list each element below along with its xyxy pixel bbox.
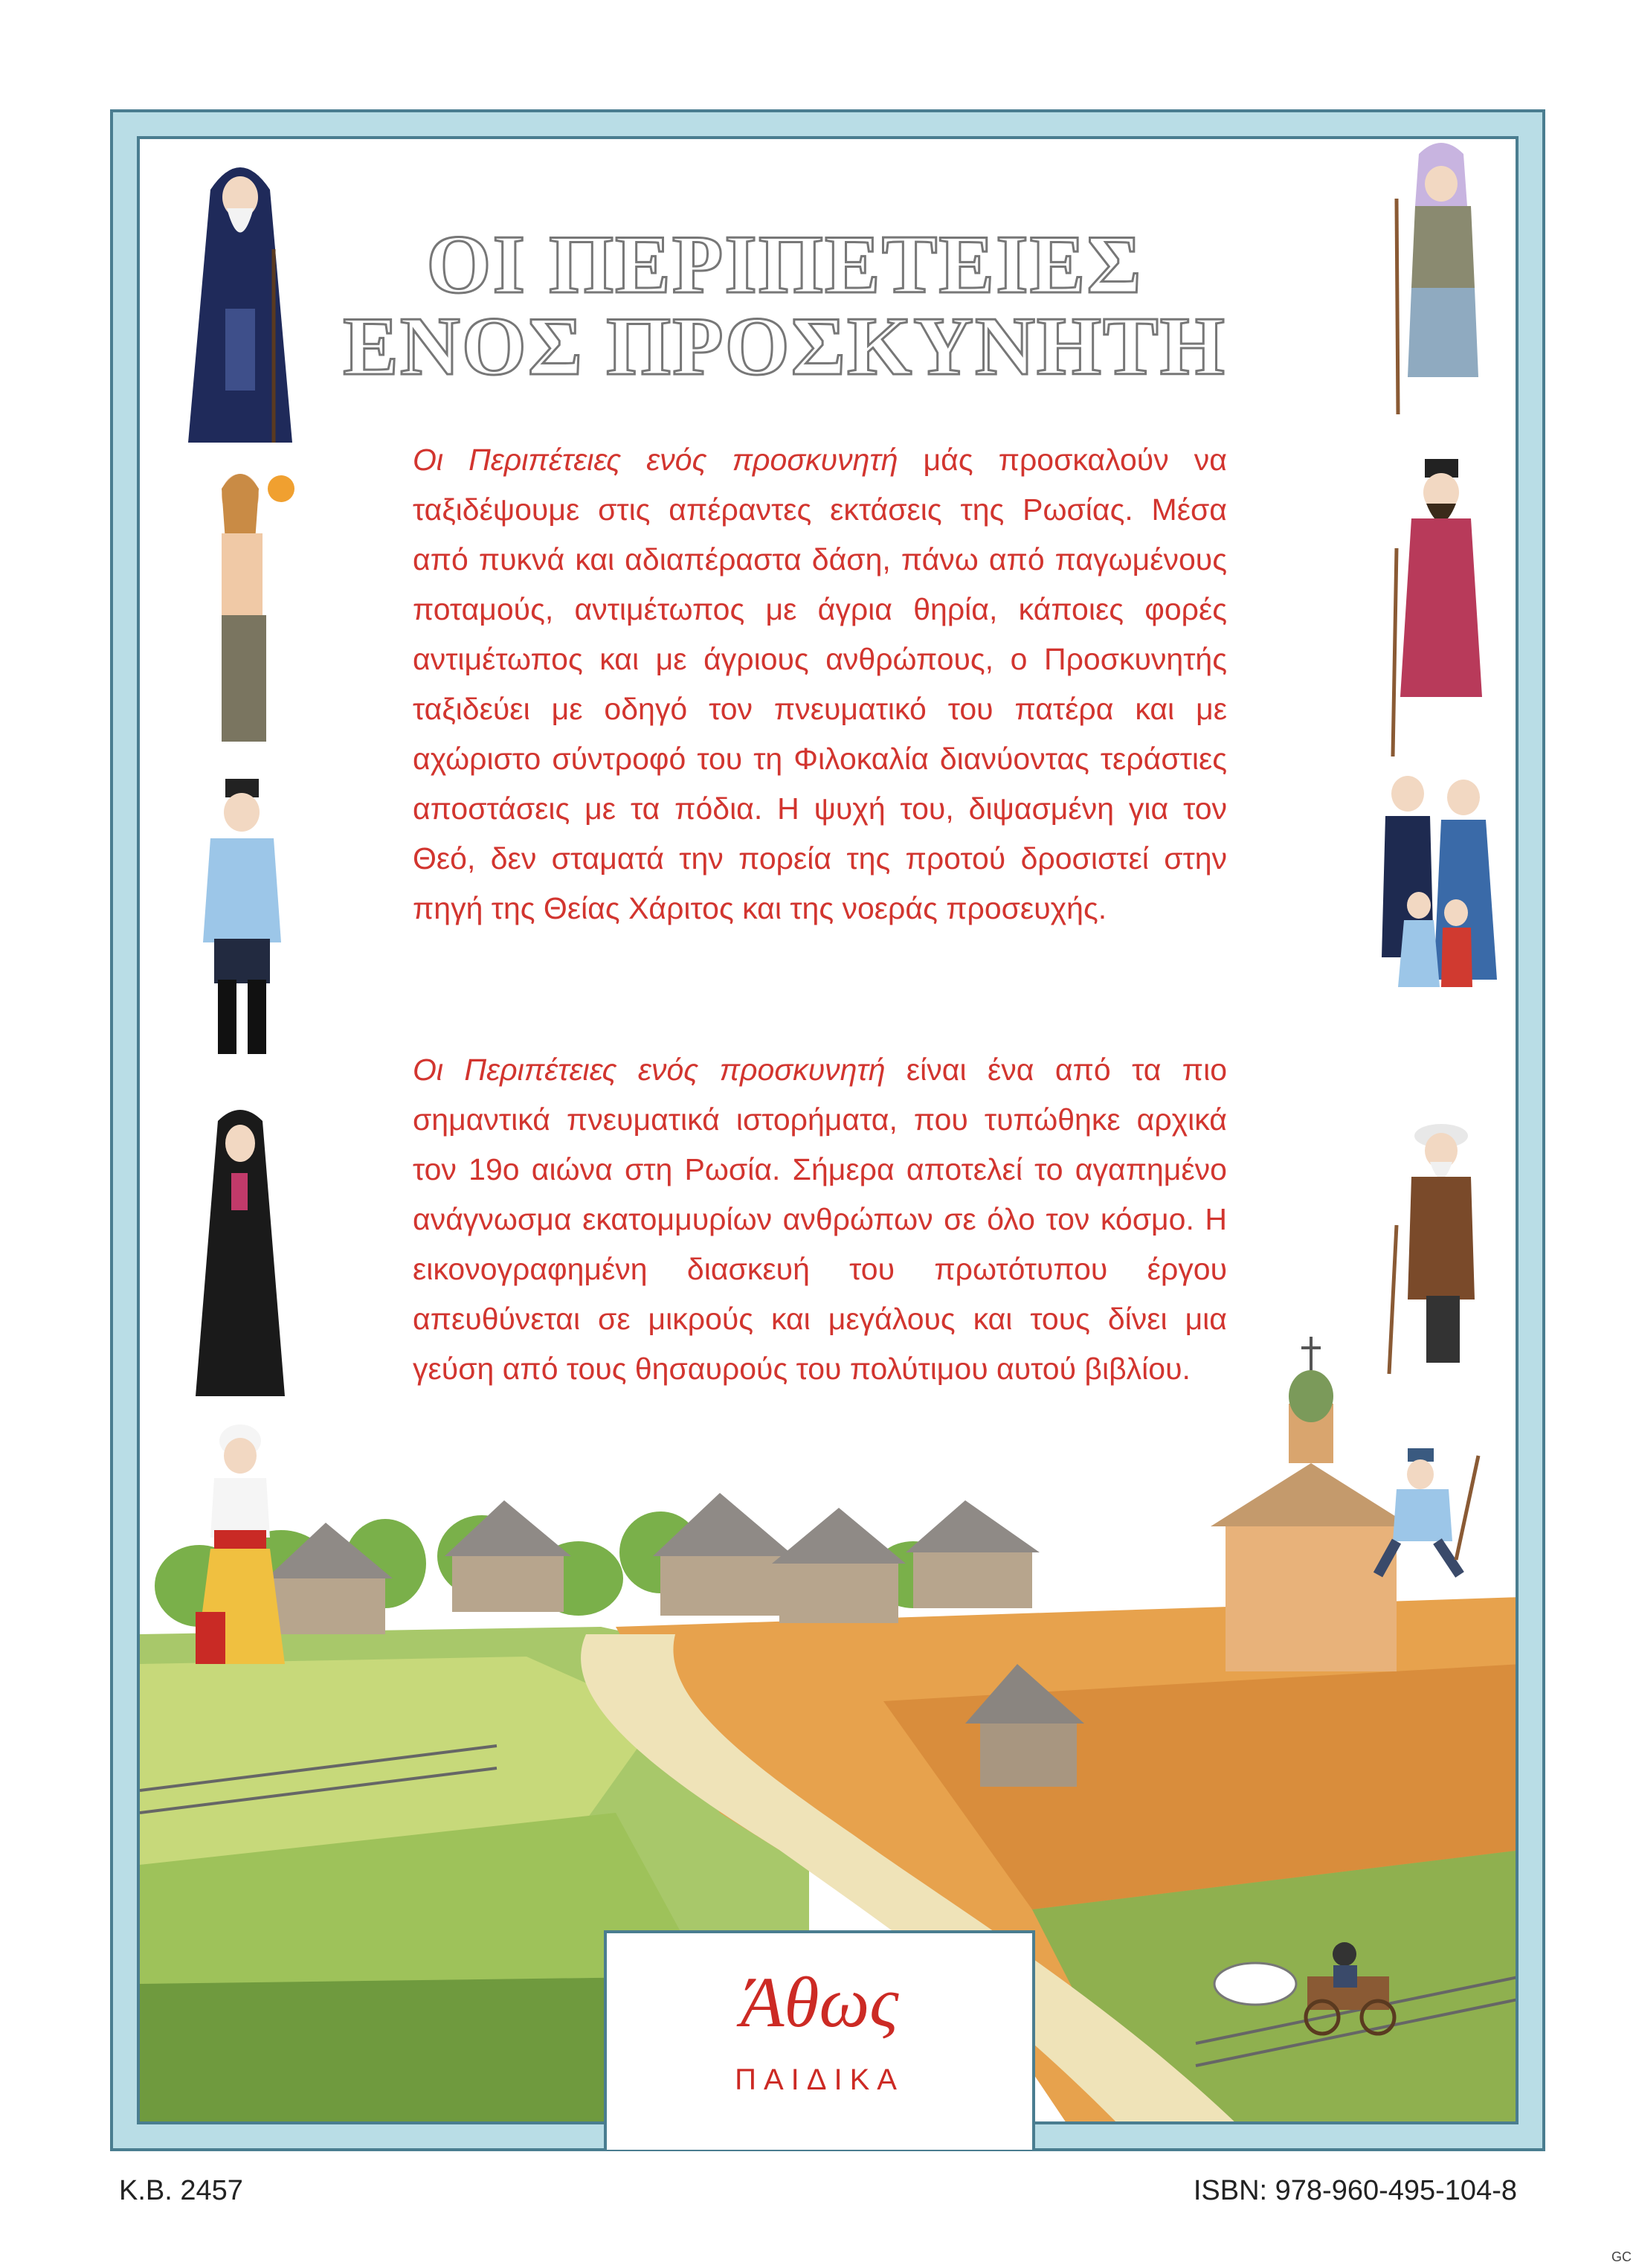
paragraph-1-text: μάς προσκαλούν να ταξιδέψουμε στις απέραντες εκτάσεις της Ρωσίας. Μέσα από πυκνά και αδιαπέραστα δάση, πάνω από παγωμένους ποταμούς, αντιμέτωπος με άγρια θηρία, κάποιες φορές αντιμέτωπος και με άγριους ανθρώπους, ο Προσκυνητής ταξιδεύει με οδηγό τον πνευματικό του πατέρα και με αχώριστο σύντροφό του τη Φιλοκαλία διανύοντας τεράστιες αποστάσεις με τα πόδια. Η ψυχή του, διψασμένη για τον Θεό, δεν σταματά την πορεία της προτού δροσιστεί στην πηγή της Θείας Χάριτος και της νοεράς προσευχής. xyxy=(413,443,1227,925)
title-line-1: ΟΙ ΠΕΡΙΠΕΤΕΙΕΣ xyxy=(426,219,1143,311)
description-paragraph-1 xyxy=(413,435,1227,934)
old-woman-figure xyxy=(1382,139,1501,414)
publisher-logo-box xyxy=(604,1930,1035,2150)
old-man-with-cane-figure xyxy=(1382,1106,1501,1404)
barefoot-pilgrim-figure xyxy=(181,459,300,756)
corner-mark: GC xyxy=(1611,2249,1632,2264)
description-paragraph-2 xyxy=(413,1045,1227,1394)
isbn-code: ISBN: 978-960-495-104-8 xyxy=(1193,2175,1517,2206)
running-boy-figure xyxy=(1367,1448,1501,1590)
paragraph-2-text: είναι ένα από τα πιο σημαντικά πνευματικά ιστορήματα, που τυπώθηκε αρχικά τον 19ο αιώνα στη Ρωσία. Σήμερα αποτελεί το αγαπημένο ανάγνωσμα εκατομμυρίων ανθρώπων σε όλο τον κόσμο. Η εικονογραφημένη διασκευή του πρωτότυπου έργου απευθύνεται σε μικρούς και μεγάλους και τους δίνει μια γεύση από τους θησαυρούς του πολύτιμου αυτού βιβλίου. xyxy=(413,1053,1227,1386)
kb-code: Κ.Β. 2457 xyxy=(119,2175,243,2206)
title-line-2: ΕΝΟΣ ΠΡΟΣΚΥΝΗΤΗ xyxy=(343,301,1226,393)
publisher-logo-name: Άθως xyxy=(740,1962,899,2042)
family-figure xyxy=(1374,764,1508,1061)
nun-figure xyxy=(181,1106,300,1396)
book-title-italic: Οι Περιπέτειες ενός προσκυνητή xyxy=(413,443,898,477)
book-title-italic: Οι Περιπέτειες ενός προσκυνητή xyxy=(413,1053,886,1087)
peasant-woman-figure xyxy=(181,1419,300,1716)
cossack-figure xyxy=(181,779,300,1076)
monk-figure xyxy=(181,145,300,443)
publisher-logo-sub: ΠΑΙΔΙΚΑ xyxy=(735,2063,904,2096)
bearded-man-red-coat-figure xyxy=(1382,459,1501,756)
